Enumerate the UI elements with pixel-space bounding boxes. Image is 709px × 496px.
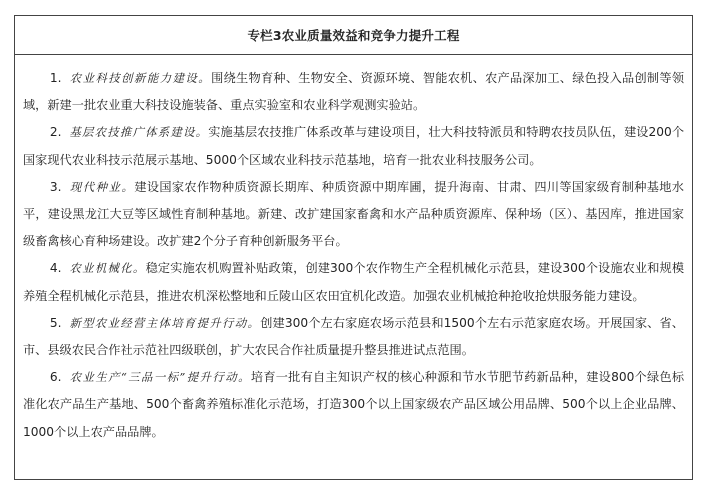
item-text: 稳定实施农机购置补贴政策，创建300个农作物生产全程机械化示范县，建设300个设施农业和规模养殖全程机械化示范县，推进农机深松整地和丘陵山区农田宜机化改造。加强农业机械抢种抢收抢烘服务能力建设。	[23, 261, 685, 303]
item-number: 2.	[49, 125, 62, 140]
item-heading: 农业机械化。	[69, 261, 146, 276]
item-text: 培育一批有自主知识产权的核心种源和节水节肥节药新品种，建设800个绿色标准化农产品生产基地、500个畜禽养殖标准化示范场，打造300个以上国家级农产品区域公用品牌、500个以上企业品牌、1000个以上农产品品牌。	[23, 370, 685, 439]
list-item	[23, 364, 684, 446]
item-text: 围绕生物育种、生物安全、资源环境、智能农机、农产品深加工、绿色投入品创制等领域，新建一批农业重大科技设施装备、重点实验室和农业科学观测实验站。	[23, 71, 685, 113]
box-title: 专栏3农业质量效益和竞争力提升工程	[15, 16, 692, 55]
item-text: 实施基层农技推广体系改革与建设项目，壮大科技特派员和特聘农技员队伍，建设200个国家现代农业科技示范展示基地、5000个区域农业科技示范基地，培育一批农业科技服务公司。	[23, 125, 685, 167]
list-item	[23, 174, 684, 256]
item-number: 1.	[49, 71, 62, 85]
item-number: 6.	[49, 370, 62, 385]
list-item	[23, 255, 684, 309]
item-number: 3.	[49, 179, 62, 194]
item-heading: 农业生产“三品一标”提升行动。	[69, 370, 251, 385]
item-heading: 新型农业经营主体培育提升行动。	[69, 315, 261, 330]
item-text: 建设国家农作物种质资源长期库、种质资源中期库圃，提升海南、甘肃、四川等国家级育制种基地水平，建设黑龙江大豆等区域性育制种基地。新建、改扩建国家畜禽和水产品种质资源库、保种场（区）、基因库，推进国家级畜禽核心育种场建设。改扩建2个分子育种创新服务平台。	[23, 179, 684, 249]
item-text: 创建300个左右家庭农场示范县和1500个左右示范家庭农场。开展国家、省、市、县级农民合作社示范社四级联创，扩大农民合作社质量提升整县推进试点范围。	[23, 315, 684, 358]
item-heading: 基层农技推广体系建设。	[69, 125, 209, 140]
item-heading: 现代种业。	[69, 179, 135, 194]
item-number: 5.	[49, 315, 62, 330]
list-item	[23, 65, 684, 119]
list-item	[23, 119, 684, 173]
box-body	[15, 55, 692, 446]
feature-box	[14, 15, 693, 480]
list-item	[23, 310, 684, 364]
item-number: 4.	[49, 261, 62, 276]
item-heading: 农业科技创新能力建设。	[69, 71, 212, 85]
